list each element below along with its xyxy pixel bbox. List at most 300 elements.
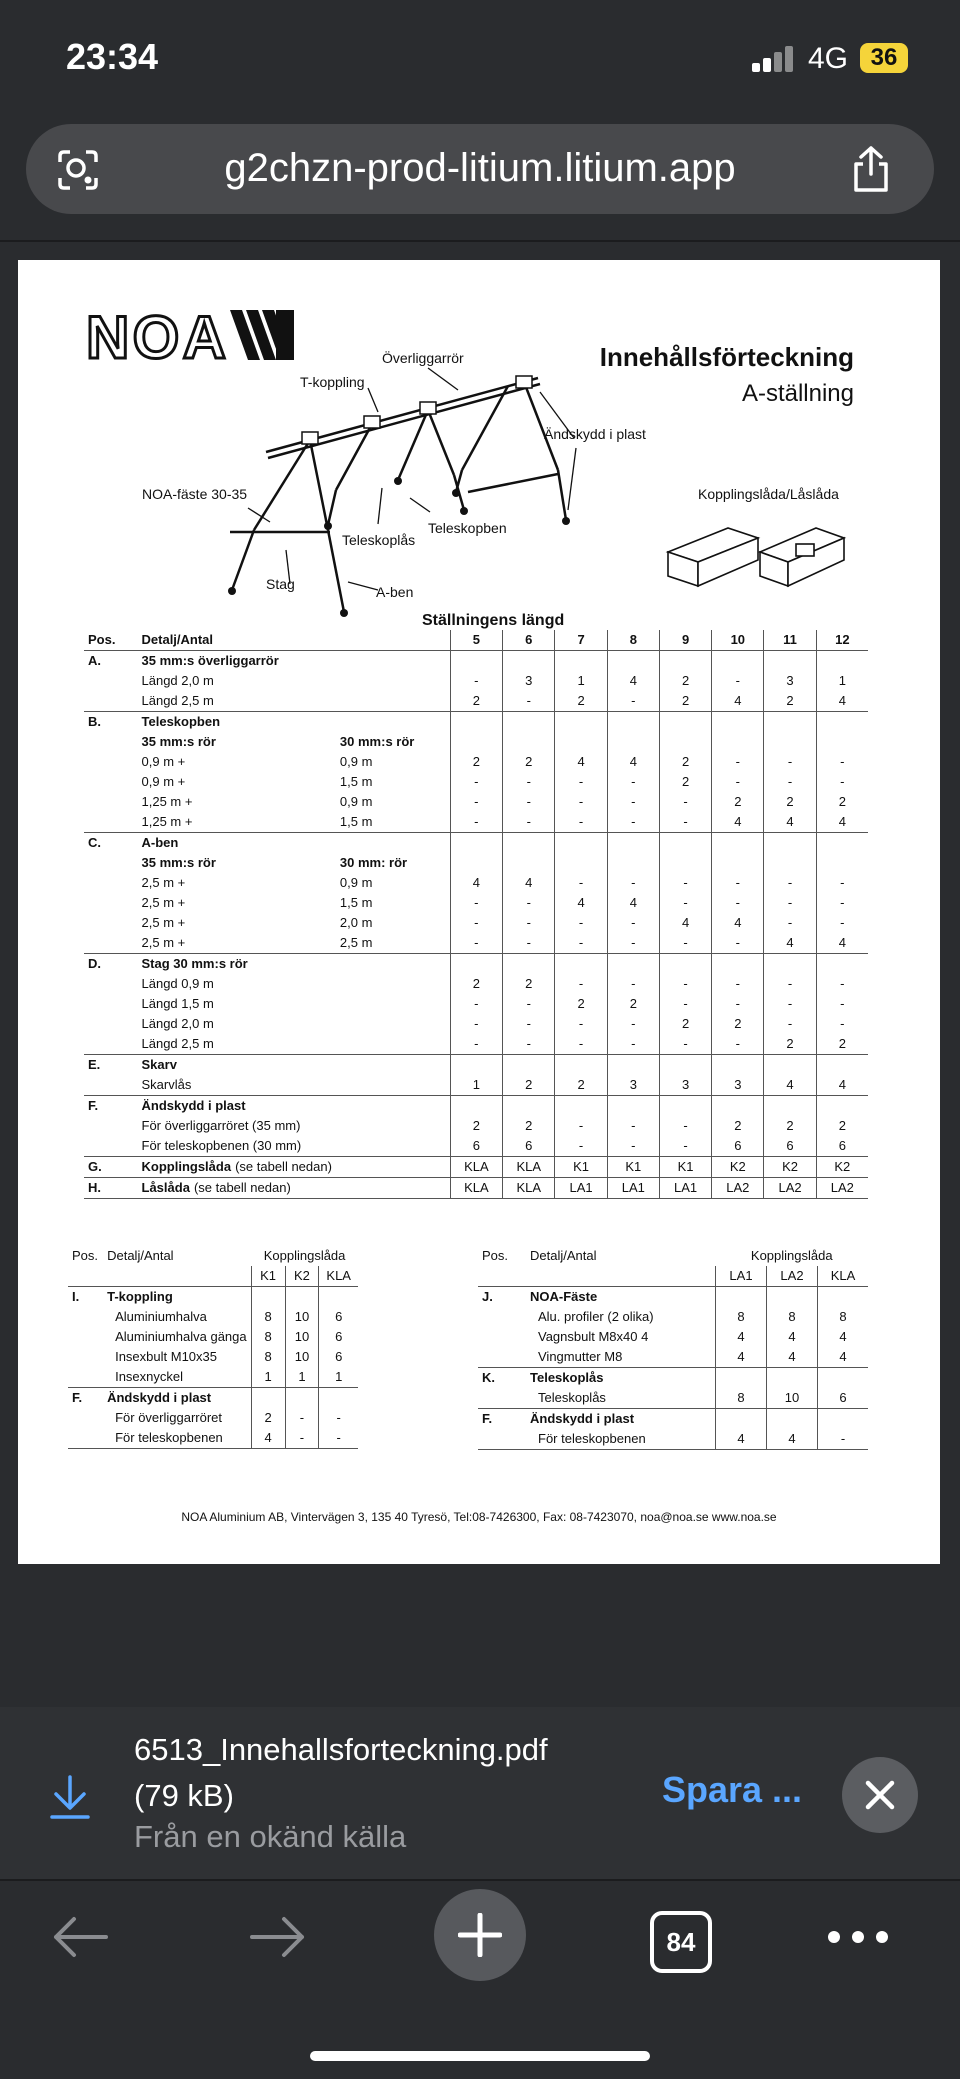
label-noa-faste: NOA-fäste 30-35 xyxy=(142,486,248,502)
table-cell xyxy=(712,1055,764,1076)
row-detail: Insexnyckel xyxy=(115,1369,184,1384)
row-note: (se tabell nedan) xyxy=(193,1180,291,1195)
table-cell: 2 xyxy=(450,691,502,712)
table-cell: LA2 xyxy=(764,1178,816,1199)
table-cell: 2 xyxy=(764,1116,816,1136)
table-cell xyxy=(607,732,659,752)
col-header: K1 xyxy=(251,1266,285,1287)
file-size: (79 kB) xyxy=(134,1778,234,1813)
table-cell: - xyxy=(555,1034,607,1055)
table-cell xyxy=(712,732,764,752)
table-cell xyxy=(712,833,764,854)
table-cell: LA1 xyxy=(607,1178,659,1199)
table-cell: - xyxy=(659,994,711,1014)
table-cell: - xyxy=(712,752,764,772)
table-cell: 4 xyxy=(607,752,659,772)
table-cell xyxy=(659,1096,711,1117)
row-detail xyxy=(138,994,336,1014)
row-pos: H. xyxy=(84,1178,138,1199)
table-row xyxy=(68,1327,358,1347)
row-detail xyxy=(138,853,336,873)
table-cell: - xyxy=(450,1014,502,1034)
col-header: LA1 xyxy=(716,1266,767,1287)
row-detail-text: Låslåda xyxy=(141,1180,190,1195)
table-cell: 6 xyxy=(712,1136,764,1157)
row-detail: För teleskopbenen xyxy=(103,1428,251,1449)
row-pos xyxy=(84,1034,138,1055)
table-cell xyxy=(450,954,502,975)
row-detail xyxy=(138,1034,336,1055)
table-cell: K2 xyxy=(764,1157,816,1178)
table-cell: - xyxy=(319,1408,358,1428)
table-cell: - xyxy=(607,974,659,994)
row-detail xyxy=(138,893,336,913)
url-text[interactable]: g2chzn-prod-litium.litium.app xyxy=(224,146,736,190)
table-cell: 8 xyxy=(251,1347,285,1367)
table-cell xyxy=(503,954,555,975)
table-cell xyxy=(607,833,659,854)
back-icon[interactable] xyxy=(50,1915,110,1959)
table-cell: - xyxy=(555,933,607,954)
table-cell xyxy=(659,651,711,672)
table-cell: 4 xyxy=(712,913,764,933)
row-pos xyxy=(84,1136,138,1157)
table-cell xyxy=(555,732,607,752)
table-cell: - xyxy=(450,994,502,1014)
row-pos xyxy=(84,913,138,933)
table-cell: 2 xyxy=(555,1075,607,1096)
table-cell xyxy=(555,954,607,975)
table-cell: 1 xyxy=(285,1367,319,1388)
table-cell xyxy=(659,1055,711,1076)
table-cell: 4 xyxy=(555,752,607,772)
table-row xyxy=(84,933,868,954)
row-pos xyxy=(84,994,138,1014)
table-cell: 8 xyxy=(251,1327,285,1347)
table-cell: - xyxy=(816,1014,868,1034)
row-detail-right xyxy=(336,651,450,672)
table-cell xyxy=(712,954,764,975)
table-cell xyxy=(764,1096,816,1117)
row-detail-right xyxy=(336,1116,450,1136)
row-detail-text: Längd 2,0 m xyxy=(141,1016,214,1031)
table-cell: 6 xyxy=(764,1136,816,1157)
table-row xyxy=(84,671,868,691)
table-cell: - xyxy=(659,1116,711,1136)
download-bar xyxy=(0,1707,960,1879)
table-cell xyxy=(816,1055,868,1076)
row-detail-right xyxy=(336,1055,450,1076)
table-cell xyxy=(450,833,502,854)
table-header-row xyxy=(84,630,868,651)
row-detail-text: Ändskydd i plast xyxy=(141,1098,246,1113)
row-detail-right xyxy=(336,974,450,994)
row-detail: Alu. profiler (2 olika) xyxy=(538,1309,654,1324)
row-pos xyxy=(68,1367,103,1388)
table-cell xyxy=(555,1096,607,1117)
table-cell: - xyxy=(764,893,816,913)
table-row xyxy=(478,1307,868,1327)
table-cell: 4 xyxy=(818,1327,869,1347)
row-pos xyxy=(84,1116,138,1136)
row-detail xyxy=(138,1055,336,1076)
row-detail xyxy=(138,1136,336,1157)
table-cell: - xyxy=(712,772,764,792)
table-cell xyxy=(607,712,659,733)
table-row xyxy=(84,651,868,672)
row-detail xyxy=(138,974,336,994)
table-row xyxy=(84,913,868,933)
row-detail-text: 1,25 m + xyxy=(141,794,193,809)
table-cell: - xyxy=(712,1034,764,1055)
table-cell: 2 xyxy=(659,1014,711,1034)
download-icon[interactable] xyxy=(50,1775,90,1819)
row-pos: I. xyxy=(68,1287,103,1308)
table-cell: - xyxy=(555,812,607,833)
table-cell: - xyxy=(659,812,711,833)
table-cell: 2 xyxy=(503,1075,555,1096)
label-a-ben: A-ben xyxy=(376,584,414,600)
table-cell: - xyxy=(764,1014,816,1034)
table-cell: - xyxy=(607,873,659,893)
table-cell xyxy=(816,1096,868,1117)
table-cell xyxy=(816,732,868,752)
table-row xyxy=(68,1428,358,1449)
table-cell xyxy=(816,712,868,733)
row-detail-right: 2,5 m xyxy=(339,935,373,950)
table-cell xyxy=(767,1409,818,1430)
row-detail-right: 2,0 m xyxy=(339,915,373,930)
table-cell: 2 xyxy=(450,1116,502,1136)
label-overliggarror: Överliggarrör xyxy=(382,350,464,366)
table-cell: 1 xyxy=(555,671,607,691)
row-detail: Teleskoplås xyxy=(526,1368,716,1389)
table-cell: 4 xyxy=(716,1429,767,1450)
kopplingslada-table-left xyxy=(68,1246,358,1449)
table-cell xyxy=(607,651,659,672)
parts-table-body xyxy=(84,651,868,1199)
row-detail-text: Längd 1,5 m xyxy=(141,996,214,1011)
table-row xyxy=(84,812,868,833)
row-detail xyxy=(138,1178,336,1199)
table-cell: KLA xyxy=(450,1178,502,1199)
label-teleskoplas: Teleskoplås xyxy=(342,532,416,548)
table-cell: - xyxy=(555,1014,607,1034)
tab-switcher-button[interactable]: 84 xyxy=(650,1911,712,1973)
table-cell: 4 xyxy=(816,933,868,954)
length-header: 11 xyxy=(764,630,816,651)
col-header: K2 xyxy=(285,1266,319,1287)
row-pos: D. xyxy=(84,954,138,975)
row-pos: J. xyxy=(478,1287,526,1308)
address-bar[interactable] xyxy=(26,124,934,214)
table-cell xyxy=(818,1287,869,1308)
table-cell: 2 xyxy=(251,1408,285,1428)
table-cell: KLA xyxy=(503,1157,555,1178)
row-pos xyxy=(478,1429,526,1450)
row-pos xyxy=(68,1307,103,1327)
bottom-toolbar xyxy=(0,1881,960,2079)
table-row xyxy=(478,1388,868,1409)
table-cell: 2 xyxy=(712,792,764,812)
table-cell: - xyxy=(712,893,764,913)
table-cell xyxy=(764,712,816,733)
table-cell: - xyxy=(503,1034,555,1055)
table-row xyxy=(84,772,868,792)
table-cell xyxy=(659,712,711,733)
table-cell: 10 xyxy=(767,1388,818,1409)
table-cell: - xyxy=(555,772,607,792)
table-cell: - xyxy=(503,994,555,1014)
row-detail-right: 30 mm:s rör xyxy=(339,734,415,749)
table-cell xyxy=(251,1287,285,1308)
table-cell: 4 xyxy=(659,913,711,933)
row-detail: För teleskopbenen xyxy=(526,1429,716,1450)
row-pos xyxy=(478,1347,526,1368)
table-cell: 4 xyxy=(816,691,868,712)
table-cell xyxy=(503,712,555,733)
row-detail-text: 2,5 m + xyxy=(141,875,186,890)
row-detail: Aluminiumhalva gänga xyxy=(115,1329,247,1344)
table-cell: 6 xyxy=(450,1136,502,1157)
more-icon[interactable] xyxy=(826,1929,890,1945)
table-row xyxy=(478,1368,868,1389)
table-cell: 10 xyxy=(285,1347,319,1367)
table-cell: - xyxy=(607,691,659,712)
table-cell: - xyxy=(450,1034,502,1055)
table-cell: - xyxy=(450,792,502,812)
col-header: KLA xyxy=(319,1266,358,1287)
table-cell xyxy=(555,1055,607,1076)
row-detail xyxy=(138,792,336,812)
row-pos xyxy=(84,1075,138,1096)
table-cell: 4 xyxy=(764,933,816,954)
row-pos: E. xyxy=(84,1055,138,1076)
table-row xyxy=(84,974,868,994)
share-icon[interactable] xyxy=(848,144,894,194)
row-detail-text: Längd 2,0 m xyxy=(141,673,214,688)
row-detail-right: 1,5 m xyxy=(339,774,373,789)
table-cell: - xyxy=(607,1116,659,1136)
kopplingslada-table-right xyxy=(478,1246,868,1450)
table-cell: 2 xyxy=(764,691,816,712)
table-cell: - xyxy=(555,792,607,812)
table-cell: 2 xyxy=(450,752,502,772)
col-header: KLA xyxy=(818,1266,869,1287)
table-cell: - xyxy=(816,893,868,913)
row-pos xyxy=(84,853,138,873)
row-detail-right xyxy=(336,954,450,975)
table-cell xyxy=(818,1368,869,1389)
download-source: Från en okänd källa xyxy=(134,1819,407,1854)
table-cell: - xyxy=(659,1034,711,1055)
row-detail xyxy=(138,772,336,792)
pos-header: Pos. xyxy=(84,630,138,651)
table-cell: - xyxy=(503,812,555,833)
table-cell: - xyxy=(659,974,711,994)
table-cell: 3 xyxy=(712,1075,764,1096)
download-filename xyxy=(134,1727,548,1819)
forward-icon[interactable] xyxy=(248,1915,308,1959)
table-cell xyxy=(607,954,659,975)
table-row xyxy=(84,732,868,752)
table-cell: 1 xyxy=(450,1075,502,1096)
table-cell xyxy=(764,1055,816,1076)
table-row xyxy=(68,1287,358,1308)
table-cell: - xyxy=(712,994,764,1014)
row-detail-right xyxy=(336,671,450,691)
scaffold-diagram xyxy=(18,260,940,620)
table-cell: 6 xyxy=(503,1136,555,1157)
save-button[interactable]: Spara ... xyxy=(662,1769,803,1810)
table-cell: 4 xyxy=(712,812,764,833)
table-cell: 8 xyxy=(818,1307,869,1327)
row-pos: C. xyxy=(84,833,138,854)
table-cell: 10 xyxy=(285,1327,319,1347)
table-cell: 4 xyxy=(712,691,764,712)
table-row xyxy=(84,994,868,1014)
row-pos xyxy=(478,1327,526,1347)
row-detail-right: 0,9 m xyxy=(339,794,373,809)
table-cell: 1 xyxy=(251,1367,285,1388)
table-cell: - xyxy=(712,671,764,691)
row-detail xyxy=(138,1157,336,1178)
table-cell: 4 xyxy=(251,1428,285,1449)
table-cell xyxy=(816,954,868,975)
label-stag: Stag xyxy=(266,576,295,592)
table-cell: - xyxy=(319,1428,358,1449)
table-cell: 6 xyxy=(319,1347,358,1367)
table-cell xyxy=(659,732,711,752)
row-detail-right xyxy=(336,1034,450,1055)
table-cell xyxy=(659,833,711,854)
row-pos xyxy=(84,732,138,752)
table-row xyxy=(84,853,868,873)
length-header: 12 xyxy=(816,630,868,651)
table-cell xyxy=(450,853,502,873)
row-pos xyxy=(478,1388,526,1409)
table-cell: - xyxy=(555,913,607,933)
table-cell: 2 xyxy=(712,1116,764,1136)
table-cell: 3 xyxy=(659,1075,711,1096)
length-header: 8 xyxy=(607,630,659,651)
table-cell: 1 xyxy=(816,671,868,691)
table-cell: 10 xyxy=(285,1307,319,1327)
row-detail-text: Skarv xyxy=(141,1057,177,1072)
row-detail-text: 0,9 m + xyxy=(141,754,186,769)
row-pos xyxy=(68,1428,103,1449)
table-row xyxy=(478,1429,868,1450)
table-cell: - xyxy=(607,792,659,812)
row-pos xyxy=(84,671,138,691)
table-cell xyxy=(764,651,816,672)
table-cell: - xyxy=(816,873,868,893)
table-cell xyxy=(767,1287,818,1308)
table-cell: 4 xyxy=(767,1429,818,1450)
table-cell: - xyxy=(607,913,659,933)
table-cell: 4 xyxy=(607,893,659,913)
table-row xyxy=(84,833,868,854)
table-cell: - xyxy=(712,974,764,994)
table-cell xyxy=(716,1287,767,1308)
row-pos xyxy=(84,893,138,913)
row-detail: NOA-Fäste xyxy=(526,1287,716,1308)
new-tab-button[interactable] xyxy=(434,1889,526,1981)
table-cell: - xyxy=(764,772,816,792)
table-cell xyxy=(319,1287,358,1308)
row-detail: Vagnsbult M8x40 4 xyxy=(538,1329,649,1344)
close-download-button[interactable] xyxy=(842,1757,918,1833)
row-pos xyxy=(84,792,138,812)
table-cell: - xyxy=(607,772,659,792)
table-cell: - xyxy=(450,893,502,913)
row-detail-text: För teleskopbenen (30 mm) xyxy=(141,1138,302,1153)
row-pos xyxy=(68,1347,103,1367)
table-cell xyxy=(503,651,555,672)
table-cell: 2 xyxy=(816,1116,868,1136)
table-cell xyxy=(503,833,555,854)
table-cell: 2 xyxy=(450,974,502,994)
table-cell: - xyxy=(607,1136,659,1157)
divider xyxy=(0,240,960,242)
table-cell xyxy=(450,1096,502,1117)
table-cell: 2 xyxy=(764,792,816,812)
row-detail-text: Längd 2,5 m xyxy=(141,693,214,708)
table-cell: 3 xyxy=(607,1075,659,1096)
table-cell: K2 xyxy=(816,1157,868,1178)
table-cell xyxy=(555,833,607,854)
pos-header: Pos. xyxy=(72,1248,99,1263)
table-cell: - xyxy=(555,974,607,994)
table-cell: - xyxy=(503,933,555,954)
row-pos xyxy=(68,1408,103,1428)
table-cell: - xyxy=(503,691,555,712)
table-row xyxy=(68,1388,358,1409)
length-header: 9 xyxy=(659,630,711,651)
table-cell xyxy=(659,954,711,975)
status-bar xyxy=(0,0,960,120)
table-cell: - xyxy=(450,913,502,933)
table-cell xyxy=(712,712,764,733)
table-cell: 2 xyxy=(659,671,711,691)
table-cell: - xyxy=(764,994,816,1014)
row-detail-right xyxy=(336,1075,450,1096)
table-cell: 6 xyxy=(319,1307,358,1327)
table-cell: - xyxy=(816,913,868,933)
table-cell: - xyxy=(450,812,502,833)
table-cell: 8 xyxy=(716,1307,767,1327)
clock: 23:34 xyxy=(66,36,159,77)
row-detail xyxy=(138,913,336,933)
table-cell xyxy=(767,1368,818,1389)
table-cell: 4 xyxy=(818,1347,869,1368)
table-cell xyxy=(659,853,711,873)
row-pos xyxy=(478,1307,526,1327)
table-cell: - xyxy=(607,812,659,833)
row-pos: B. xyxy=(84,712,138,733)
table-cell xyxy=(712,853,764,873)
table-cell: 6 xyxy=(818,1388,869,1409)
table-cell: - xyxy=(712,873,764,893)
row-detail-right: 30 mm: rör xyxy=(339,855,408,870)
table-cell: - xyxy=(659,933,711,954)
row-detail xyxy=(138,671,336,691)
table-cell: 6 xyxy=(816,1136,868,1157)
row-detail-right: 1,5 m xyxy=(339,814,373,829)
row-detail-text: 1,25 m + xyxy=(141,814,193,829)
pdf-page[interactable] xyxy=(18,260,940,1564)
table-cell: LA2 xyxy=(712,1178,764,1199)
